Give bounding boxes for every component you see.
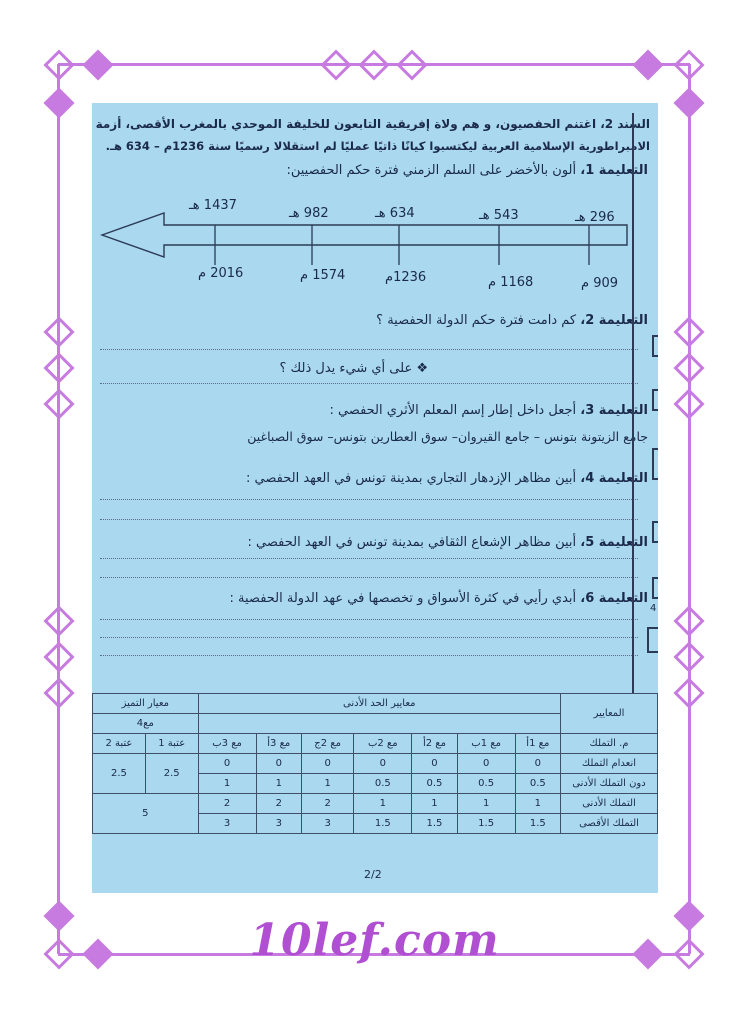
table-cell: 1 xyxy=(301,774,353,794)
table-cell: 0.5 xyxy=(457,774,515,794)
frame-diamond xyxy=(673,677,704,708)
table-cell: 3 xyxy=(256,814,301,834)
grading-table xyxy=(92,693,658,834)
table-cell: 1.5 xyxy=(457,814,515,834)
table-cell: 0.5 xyxy=(515,774,560,794)
instruction-2-text: كم دامت فترة حكم الدولة الحفصية ؟ xyxy=(376,313,577,328)
criteria-header: المعايير xyxy=(561,694,658,734)
table-cell: 0 xyxy=(457,754,515,774)
instruction-6 xyxy=(230,591,648,606)
answer-line xyxy=(100,383,638,384)
table-cell: 2 xyxy=(256,794,301,814)
frame-diamond xyxy=(320,49,351,80)
min-criteria-header: معايير الحد الأدنى xyxy=(198,694,560,714)
instruction-6-label: التعليمة 6، xyxy=(580,591,648,606)
frame-diamond xyxy=(82,49,113,80)
gregorian-date: 2016 م xyxy=(198,266,244,281)
frame-diamond xyxy=(632,49,663,80)
instruction-5-label: التعليمة 5، xyxy=(580,535,648,550)
column-header: مع 2ب xyxy=(354,734,412,754)
instruction-2-label: التعليمة 2، xyxy=(580,313,648,328)
frame-diamond xyxy=(673,388,704,419)
excellence-group: مع4 xyxy=(93,714,199,734)
answer-line xyxy=(100,619,638,620)
margin-number: 4 xyxy=(650,603,657,614)
table-cell: 1 xyxy=(457,794,515,814)
table-cell: 1.5 xyxy=(412,814,457,834)
site-logo: 10lef.com xyxy=(249,915,500,966)
gregorian-date: 909 م xyxy=(581,276,619,291)
column-header: مع 3ب xyxy=(198,734,256,754)
table-cell: 3 xyxy=(301,814,353,834)
frame-diamond xyxy=(396,49,427,80)
row-label: التملك الأدنى xyxy=(561,794,658,814)
table-cell: 0.5 xyxy=(412,774,457,794)
excellence-cell: 2.5 xyxy=(93,754,146,794)
column-header: مع 3أ xyxy=(256,734,301,754)
frame-diamond xyxy=(43,605,74,636)
instruction-1-label: التعليمة 1، xyxy=(580,163,648,178)
table-row xyxy=(93,754,658,774)
frame-diamond xyxy=(43,87,74,118)
margin-score-box xyxy=(652,577,658,599)
table-cell: 0 xyxy=(198,754,256,774)
instruction-1 xyxy=(286,163,648,178)
mastery-level-header: م. التملك xyxy=(561,734,658,754)
excellence-cell: 2.5 xyxy=(145,754,198,794)
margin-score-box xyxy=(652,389,658,411)
gregorian-date: 1236م xyxy=(385,270,427,285)
table-cell: 2 xyxy=(301,794,353,814)
margin-score-box xyxy=(652,448,658,480)
answer-line xyxy=(100,558,638,559)
table-cell: 0 xyxy=(354,754,412,774)
table-cell: 1 xyxy=(354,794,412,814)
table-cell: 0 xyxy=(256,754,301,774)
table-cell: 2 xyxy=(198,794,256,814)
source-text-line-2: الامبراطورية الإسلامية العربية ليكتسبوا كيانًا ذاتيًا عمليًا لم استقلالا رسميًا سنة 1236م – 634 هـ. xyxy=(105,139,650,153)
frame-diamond xyxy=(673,352,704,383)
min-criteria-spacer xyxy=(198,714,560,734)
row-label: التملك الأقصى xyxy=(561,814,658,834)
hijri-date: 634 هـ xyxy=(375,206,415,221)
instruction-2 xyxy=(376,313,648,328)
instruction-3 xyxy=(329,403,648,418)
table-cell: 0.5 xyxy=(354,774,412,794)
table-row xyxy=(93,794,658,814)
margin-score-box xyxy=(652,521,658,543)
excellence-total: 5 xyxy=(93,794,199,834)
table-cell: 1 xyxy=(198,774,256,794)
instruction-5-text: أبين مظاهر الإشعاع الثقافي بمدينة تونس في العهد الحفصي : xyxy=(247,535,577,550)
column-header: مع 2ج xyxy=(301,734,353,754)
frame-diamond xyxy=(43,677,74,708)
frame-left-line xyxy=(57,64,60,954)
margin-score-box xyxy=(652,335,658,357)
table-cell: 3 xyxy=(198,814,256,834)
bullet-icon: ❖ xyxy=(416,361,428,376)
frame-diamond xyxy=(673,316,704,347)
source-text-line-1: السند 2، اغتنم الحفصيون، و هم ولاة إفريقية التابعون للخليفة الموحدي بالمغرب الأقصى، أزمة xyxy=(95,117,650,131)
gregorian-date: 1574 م xyxy=(300,268,346,283)
table-cell: 0 xyxy=(412,754,457,774)
table-cell: 1.5 xyxy=(354,814,412,834)
hijri-date: 543 هـ xyxy=(479,208,519,223)
frame-diamond xyxy=(43,388,74,419)
answer-line xyxy=(100,637,638,638)
row-label: دون التملك الأدنى xyxy=(561,774,658,794)
instruction-3-label: التعليمة 3، xyxy=(580,403,648,418)
column-header: مع 2أ xyxy=(412,734,457,754)
frame-diamond xyxy=(673,87,704,118)
monument-options: جامع الزيتونة بتونس – جامع القيروان– سوق العطارين بتونس– سوق الصباغين xyxy=(247,429,648,444)
frame-diamond xyxy=(43,352,74,383)
table-cell: 1 xyxy=(412,794,457,814)
hijri-date: 982 هـ xyxy=(289,206,329,221)
margin-divider xyxy=(632,113,634,693)
instruction-3-text: أجعل داخل إطار إسم المعلم الأثري الحفصي : xyxy=(329,403,577,418)
row-label: انعدام التملك xyxy=(561,754,658,774)
frame-right-line xyxy=(688,64,691,954)
excellence-header: معيار التميز xyxy=(93,694,199,714)
table-cell: 0 xyxy=(301,754,353,774)
answer-line xyxy=(100,349,638,350)
frame-diamond xyxy=(43,641,74,672)
answer-line xyxy=(100,519,638,520)
frame-diamond xyxy=(673,605,704,636)
answer-line xyxy=(100,499,638,500)
table-cell: 1.5 xyxy=(515,814,560,834)
answer-line xyxy=(100,577,638,578)
column-header: مع 1ب xyxy=(457,734,515,754)
hijri-date: 296 هـ xyxy=(575,210,615,225)
table-cell: 1 xyxy=(515,794,560,814)
margin-score-box xyxy=(647,627,658,653)
instruction-4-text: أبين مظاهر الإزدهار التجاري بمدينة تونس في العهد الحفصي : xyxy=(246,471,577,486)
answer-line xyxy=(100,655,638,656)
instruction-2b xyxy=(280,361,428,376)
frame-corner-diamond xyxy=(43,49,74,80)
column-header: عتبة 2 xyxy=(93,734,146,754)
instruction-1-text: ألون بالأخضر على السلم الزمني فترة حكم الحفصيين: xyxy=(286,163,577,178)
instruction-2b-text: على أي شيء يدل ذلك ؟ xyxy=(279,361,413,376)
hijri-date: 1437 هـ xyxy=(189,198,237,213)
instruction-6-text: أبدي رأيي في كثرة الأسواق و تخصصها في عهد الدولة الحفصية : xyxy=(229,591,577,606)
frame-diamond xyxy=(673,641,704,672)
frame-diamond xyxy=(43,316,74,347)
column-header: عتبة 1 xyxy=(145,734,198,754)
instruction-5 xyxy=(248,535,648,550)
frame-corner-diamond xyxy=(673,49,704,80)
page-number: 2/2 xyxy=(364,868,382,881)
instruction-4 xyxy=(246,471,648,486)
gregorian-date: 1168 م xyxy=(488,275,534,290)
column-header: مع 1أ xyxy=(515,734,560,754)
worksheet xyxy=(92,103,658,893)
table-cell: 0 xyxy=(515,754,560,774)
instruction-4-label: التعليمة 4، xyxy=(580,471,648,486)
frame-diamond xyxy=(358,49,389,80)
table-cell: 1 xyxy=(256,774,301,794)
